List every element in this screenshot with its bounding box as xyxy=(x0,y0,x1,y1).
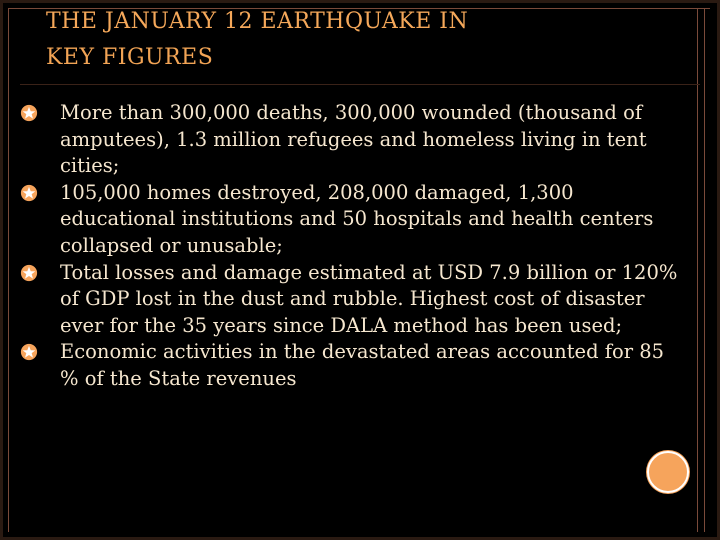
bullet-text: Total losses and damage estimated at USD 7.9 billion or 120% of GDP lost in the dust and rubble. Highest cost of disaster ever for the 35 years since DALA method has been used; xyxy=(60,260,678,337)
star-in-circle-icon xyxy=(20,184,38,202)
bullet-item xyxy=(20,260,680,340)
bullet-item xyxy=(20,180,680,260)
slide-title xyxy=(46,4,646,76)
bullet-item xyxy=(20,100,680,180)
star-in-circle-icon xyxy=(20,343,38,361)
frame-right-line xyxy=(697,8,698,532)
bullet-list xyxy=(20,100,680,393)
bullet-item xyxy=(20,339,680,392)
frame-left-line xyxy=(8,8,9,532)
title-divider xyxy=(20,84,700,85)
orange-circle-icon xyxy=(647,451,689,493)
star-in-circle-icon xyxy=(20,264,38,282)
slide-title-line-1: THE JANUARY 12 EARTHQUAKE IN xyxy=(46,9,469,34)
bullet-text: More than 300,000 deaths, 300,000 wounded (thousand of amputees), 1.3 million refugees and homeless living in tent cities; xyxy=(60,101,647,178)
bullet-text: 105,000 homes destroyed, 208,000 damaged, 1,300 educational institutions and 50 hospitals and health centers collapsed or unusable; xyxy=(60,180,654,257)
slide-title-line-2: KEY FIGURES xyxy=(46,45,214,70)
bullet-text: Economic activities in the devastated areas accounted for 85 % of the State revenues xyxy=(60,340,665,390)
frame-right-line-outer xyxy=(704,8,705,532)
star-in-circle-icon xyxy=(20,104,38,122)
